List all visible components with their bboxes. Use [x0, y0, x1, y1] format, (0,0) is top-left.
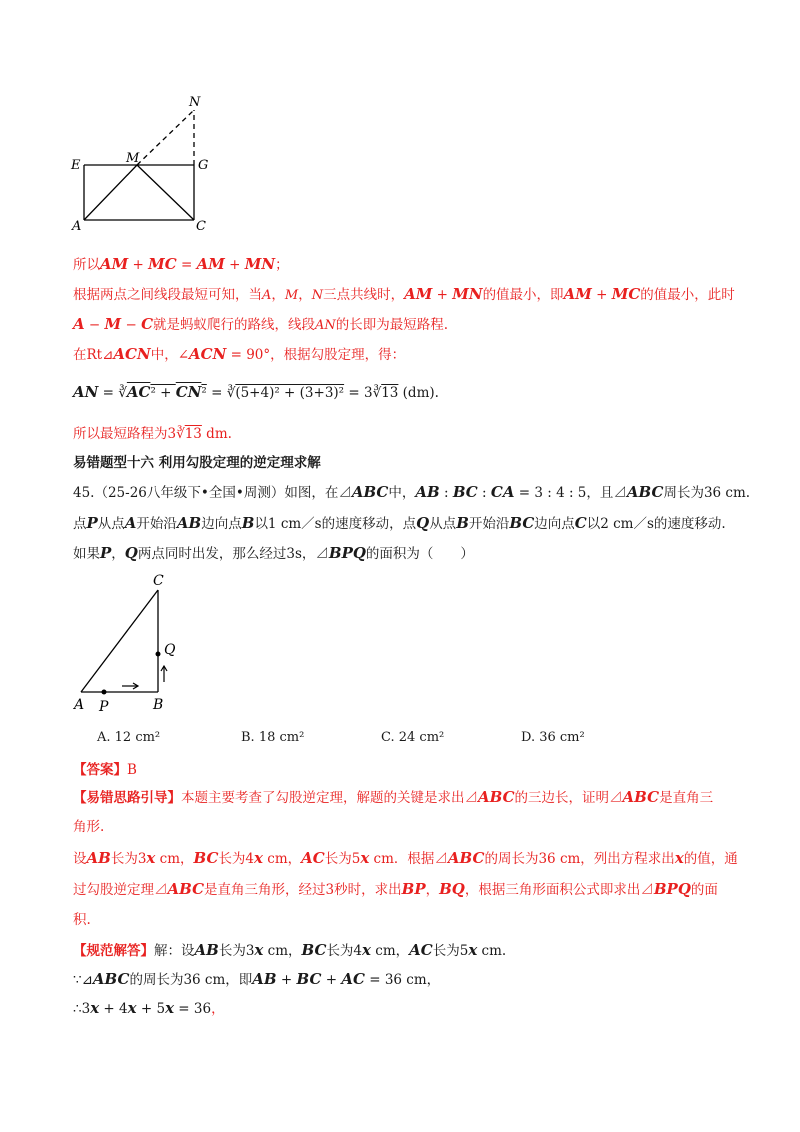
- label-B: B: [153, 697, 164, 713]
- point-P: [102, 690, 107, 695]
- hint-line-5: 积.: [73, 912, 91, 928]
- label-A: A: [74, 697, 85, 713]
- label-G: G: [198, 158, 209, 173]
- label-Q: Q: [164, 642, 176, 658]
- side-AC: [81, 590, 158, 692]
- prev-solution-line-3: A − M − C就是蚂蚁爬行的路线，线段AN的长即为最短路程.: [73, 315, 449, 333]
- hint-line-3: 设AB长为3x cm，BC长为4x cm，AC长为5x cm．根据⊿ABC的周长为36 cm，列出方程求出x的值，通: [73, 849, 738, 867]
- option-b[interactable]: B. 18 cm²: [241, 730, 305, 745]
- hint-tag: 【易错思路引导】: [73, 790, 181, 806]
- prev-solution-line-4: 在Rt⊿ACN中，∠ACN = 90°，根据勾股定理，得：: [73, 345, 406, 363]
- hint-line-4: 过勾股逆定理⊿ABC是直角三角形，经过3秒时，求出BP，BQ，根据三角形面积公式即求出⊿BPQ的面: [73, 880, 718, 898]
- prev-solution-line-2: 根据两点之间线段最短可知，当A，M，N三点共线时，AM + MN的值最小，即AM + MC的值最小，此时: [73, 285, 735, 303]
- label-C: C: [196, 219, 206, 234]
- solution-line-3: ∴3x + 4x + 5x = 36，: [73, 999, 225, 1017]
- solution-tag: 【规范解答】: [73, 943, 154, 959]
- prev-solution-line-1: 所以AM + MC = AM + MN；: [73, 255, 289, 273]
- arrow-up-icon: [161, 666, 167, 682]
- rectangle-figure: [66, 88, 226, 236]
- arrow-right-icon: [122, 683, 138, 689]
- solution-line-2: ∵⊿ABC的周长为36 cm，即AB + BC + AC = 36 cm，: [73, 970, 441, 988]
- dashed-MN: [137, 110, 194, 165]
- label-A: A: [72, 219, 82, 234]
- hint-line-1: 【易错思路引导】本题主要考查了勾股逆定理，解题的关键是求出⊿ABC的三边长，证明⊿ABC是直角三: [73, 788, 714, 806]
- label-M: M: [126, 151, 140, 166]
- point-Q: [156, 652, 161, 657]
- hint-line-2: 角形.: [73, 819, 105, 835]
- question-line-3: 如果P，Q两点同时出发，那么经过3s，⊿BPQ的面积为（ ）: [73, 544, 474, 562]
- label-E: E: [71, 158, 81, 173]
- answer-value: B: [127, 762, 137, 778]
- triangle-figure: [66, 568, 196, 716]
- option-d[interactable]: D. 36 cm²: [521, 730, 585, 745]
- prev-solution-line-6: 所以最短路程为3∛13 dm.: [73, 426, 232, 442]
- question-line-1: 45.（25-26八年级下•全国•周测）如图，在⊿ABC中，AB : BC : CA = 3 : 4 : 5，且⊿ABC周长为36 cm.: [73, 483, 751, 501]
- option-c[interactable]: C. 24 cm²: [381, 730, 445, 745]
- edge-AM: [84, 165, 137, 220]
- solution-line-1: 【规范解答】解：设AB长为3x cm，BC长为4x cm，AC长为5x cm.: [73, 941, 507, 959]
- label-P: P: [99, 699, 109, 715]
- prev-solution-line-5: AN = ∛AC² + CN² = ∛(5+4)² + (3+3)² = 3∛13 (dm).: [73, 383, 439, 401]
- answer-line: [73, 760, 137, 780]
- edge-MC: [137, 165, 194, 220]
- option-a[interactable]: A. 12 cm²: [97, 730, 161, 745]
- question-line-2: 点P从点A开始沿AB边向点B以1 cm／s的速度移动，点Q从点B开始沿BC边向点C以2 cm／s的速度移动.: [73, 514, 726, 532]
- label-C: C: [153, 573, 164, 589]
- label-N: N: [189, 95, 201, 110]
- answer-tag: 【答案】: [73, 762, 127, 778]
- section-heading: 易错题型十六 利用勾股定理的逆定理求解: [73, 455, 321, 471]
